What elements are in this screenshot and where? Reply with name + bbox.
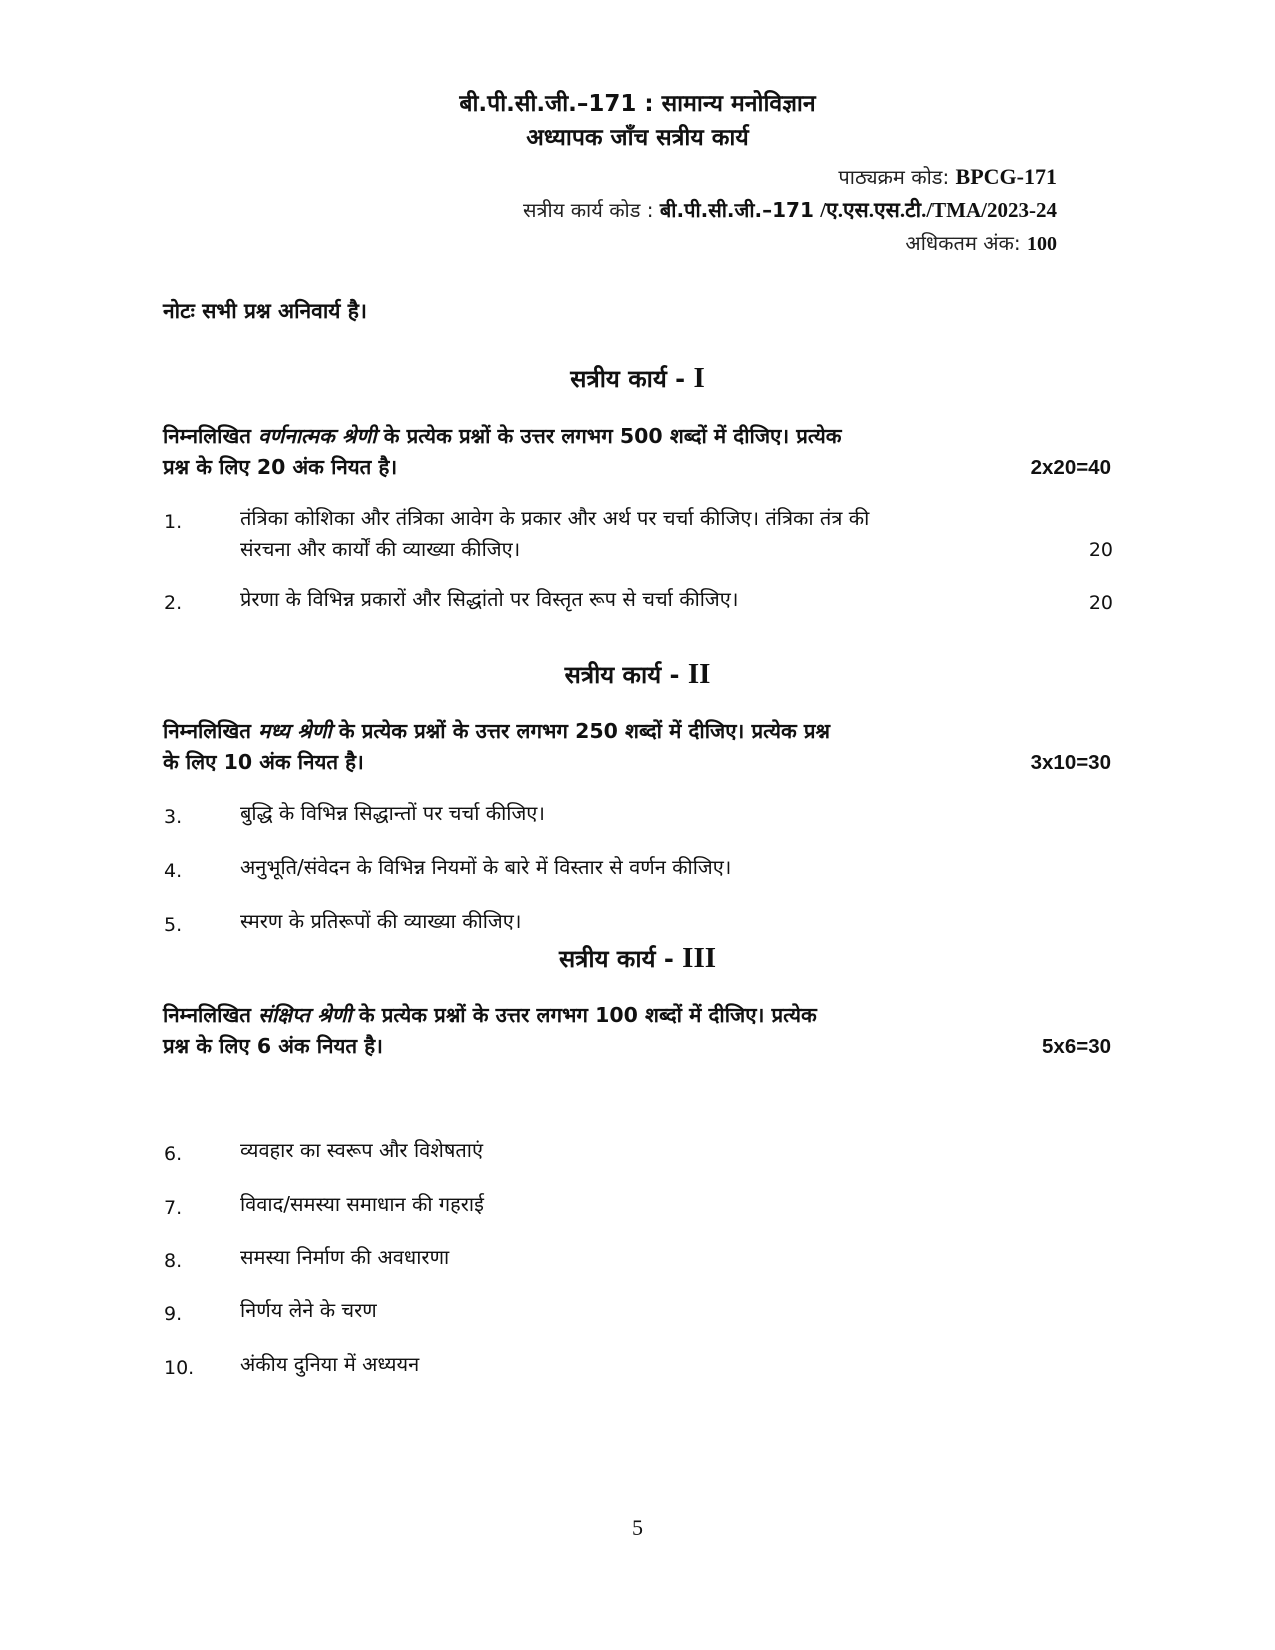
- question-text: समस्या निर्माण की अवधारणा: [240, 1245, 450, 1269]
- section-heading-label: सत्रीय कार्य -: [570, 365, 686, 393]
- instruction-text: के प्रत्येक प्रश्नों के उत्तर लगभग 250 शब्दों में दीजिए। प्रत्येक प्रश्न: [338, 719, 830, 743]
- assignment-code-line: [523, 196, 1057, 224]
- section-numeral: III: [682, 942, 717, 974]
- course-code-value: BPCG-171: [955, 164, 1057, 189]
- question-number: 1.: [164, 511, 183, 533]
- instruction-line2: प्रश्न के लिए 20 अंक नियत है।: [163, 455, 398, 479]
- instruction-category: वर्णनात्मक श्रेणी: [258, 424, 377, 448]
- page-number: 5: [632, 1515, 643, 1540]
- instruction-prefix: निम्नलिखित: [163, 424, 251, 448]
- question-text-line1: तंत्रिका कोशिका और तंत्रिका आवेग के प्रकार और अर्थ पर चर्चा कीजिए। तंत्रिका तंत्र की: [240, 506, 870, 530]
- section-marks: 2x20=40: [1030, 456, 1111, 479]
- question-number: 6.: [164, 1143, 183, 1165]
- section-heading: [0, 658, 1275, 691]
- section-numeral: I: [693, 362, 705, 394]
- section-instructions: [163, 1000, 1111, 1062]
- question-text: अनुभूति/संवेदन के विभिन्न नियमों के बारे में विस्तार से वर्णन कीजिए।: [240, 855, 732, 879]
- instruction-category: मध्य श्रेणी: [258, 719, 332, 743]
- question-number: 3.: [164, 806, 183, 828]
- instruction-text: के प्रत्येक प्रश्नों के उत्तर लगभग 100 शब्दों में दीजिए। प्रत्येक: [358, 1003, 817, 1027]
- instruction-category: संक्षिप्त श्रेणी: [258, 1003, 352, 1027]
- assignment-code-value-hindi: बी.पी.सी.जी.–171: [659, 198, 814, 222]
- question-text-line2: संरचना और कार्यों की व्याख्या कीजिए।: [240, 537, 521, 561]
- section-heading: [0, 942, 1275, 975]
- section-instructions: [163, 421, 1111, 483]
- question-text: [240, 503, 869, 565]
- question-marks: 20: [1088, 592, 1113, 614]
- question-number: 4.: [164, 860, 183, 882]
- section-numeral: II: [687, 658, 711, 690]
- question-number: 10.: [164, 1357, 195, 1379]
- course-title: बी.पी.सी.जी.–171 : सामान्य मनोविज्ञान: [459, 91, 816, 117]
- question-number: 9.: [164, 1303, 183, 1325]
- question-text: बुद्धि के विभिन्न सिद्धान्तों पर चर्चा कीजिए।: [240, 801, 545, 825]
- section-heading-label: सत्रीय कार्य -: [558, 945, 674, 973]
- question-number: 5.: [164, 914, 183, 936]
- question-text: प्रेरणा के विभिन्न प्रकारों और सिद्धांतो पर विस्तृत रूप से चर्चा कीजिए।: [240, 587, 739, 611]
- instruction-line2: प्रश्न के लिए 6 अंक नियत है।: [163, 1034, 383, 1058]
- question-text: निर्णय लेने के चरण: [240, 1298, 377, 1322]
- question-number: 2.: [164, 592, 183, 614]
- max-marks-value: 100: [1027, 233, 1057, 255]
- question-text: विवाद/समस्या समाधान की गहराई: [240, 1192, 484, 1216]
- assignment-code-label: सत्रीय कार्य कोड :: [523, 198, 654, 222]
- section-heading-label: सत्रीय कार्य -: [564, 661, 680, 689]
- instruction-text: के प्रत्येक प्रश्नों के उत्तर लगभग 500 शब्दों में दीजिए। प्रत्येक: [383, 424, 842, 448]
- assignment-title: अध्यापक जाँच सत्रीय कार्य: [526, 125, 749, 151]
- instruction-prefix: निम्नलिखित: [163, 1003, 251, 1027]
- section-instructions: [163, 716, 1111, 778]
- max-marks-label: अधिकतम अंक:: [905, 231, 1021, 255]
- note: नोटः सभी प्रश्न अनिवार्य है।: [163, 299, 367, 323]
- course-code-label: पाठ्यक्रम कोड:: [838, 165, 950, 189]
- question-text: स्मरण के प्रतिरूपों की व्याख्या कीजिए।: [240, 909, 522, 933]
- question-number: 8.: [164, 1250, 183, 1272]
- assignment-code-value-rest: /ए.एस.एस.टी./TMA/2023-24: [820, 198, 1057, 222]
- max-marks-line: [905, 229, 1057, 256]
- course-code-line: [838, 163, 1057, 190]
- question-number: 7.: [164, 1197, 183, 1219]
- instruction-prefix: निम्नलिखित: [163, 719, 251, 743]
- section-marks: 3x10=30: [1030, 751, 1111, 774]
- question-text: अंकीय दुनिया में अध्ययन: [240, 1352, 420, 1376]
- instruction-line2: के लिए 10 अंक नियत है।: [163, 750, 364, 774]
- section-heading: [0, 362, 1275, 395]
- question-marks: 20: [1088, 539, 1113, 561]
- section-marks: 5x6=30: [1042, 1035, 1111, 1058]
- question-text: व्यवहार का स्वरूप और विशेषताएं: [240, 1138, 484, 1162]
